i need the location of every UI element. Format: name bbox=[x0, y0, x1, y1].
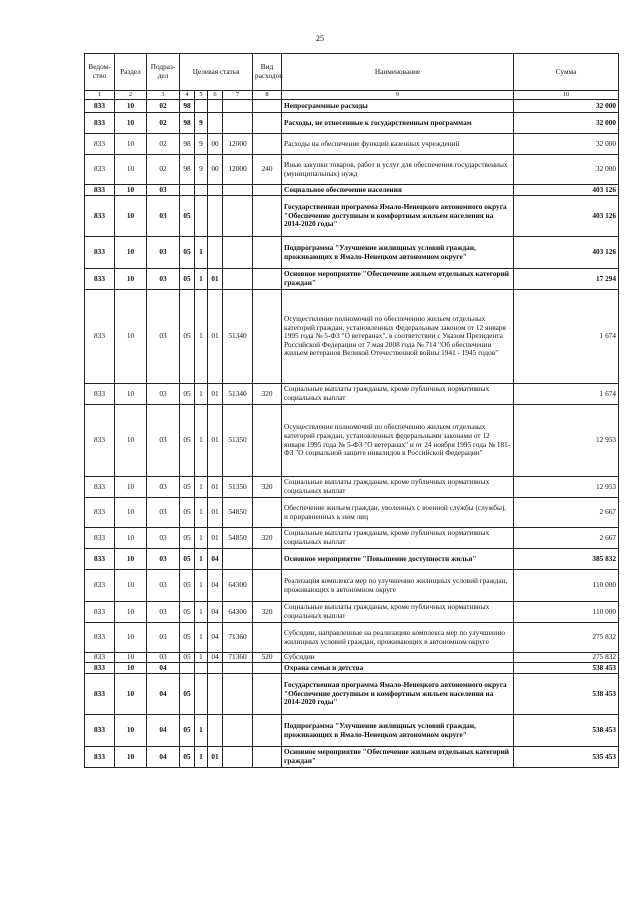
cell-razdel: 10 bbox=[115, 715, 147, 747]
table-row bbox=[85, 237, 619, 269]
cell-subprogram: 1 bbox=[195, 623, 208, 653]
cell-podrazdel: 03 bbox=[147, 528, 180, 549]
cell-program: 05 bbox=[180, 269, 195, 290]
cell-subprogram: 1 bbox=[195, 653, 208, 663]
cell-program: 05 bbox=[180, 384, 195, 405]
table-row bbox=[85, 196, 619, 237]
cell-direction bbox=[223, 663, 253, 674]
cell-name: Основное мероприятие "Обеспечение жильем отдельных категорий граждан" bbox=[282, 269, 514, 290]
cell-event: 04 bbox=[208, 570, 223, 602]
cell-direction: 64300 bbox=[223, 570, 253, 602]
cell-event: 00 bbox=[208, 134, 223, 155]
cell-vid bbox=[253, 100, 282, 113]
cell-razdel: 10 bbox=[115, 185, 147, 196]
cell-summa: 2 667 bbox=[514, 528, 619, 549]
cell-program: 05 bbox=[180, 528, 195, 549]
cell-summa: 538 453 bbox=[514, 715, 619, 747]
cell-program: 05 bbox=[180, 623, 195, 653]
cell-name: Расходы, не отнесенные к государственным программам bbox=[282, 113, 514, 134]
cell-event bbox=[208, 185, 223, 196]
cell-subprogram bbox=[195, 196, 208, 237]
cell-event: 04 bbox=[208, 602, 223, 623]
cell-name: Субсидии bbox=[282, 653, 514, 663]
cell-vedomstvo: 833 bbox=[85, 290, 115, 384]
table-row bbox=[85, 674, 619, 715]
cell-event bbox=[208, 196, 223, 237]
cell-direction: 64300 bbox=[223, 602, 253, 623]
cell-name: Реализация комплекса мер по улучшению жилищных условий граждан, проживающих в автономном округе bbox=[282, 570, 514, 602]
cell-podrazdel: 03 bbox=[147, 185, 180, 196]
column-header-row bbox=[85, 54, 619, 91]
column-number: 4 bbox=[180, 91, 195, 100]
header-razdel: Раздел bbox=[115, 54, 147, 91]
cell-vid bbox=[253, 674, 282, 715]
table-row bbox=[85, 185, 619, 196]
cell-vid bbox=[253, 715, 282, 747]
cell-vid: 320 bbox=[253, 528, 282, 549]
cell-direction bbox=[223, 674, 253, 715]
cell-podrazdel: 03 bbox=[147, 498, 180, 528]
column-number: 9 bbox=[282, 91, 514, 100]
cell-vid: 320 bbox=[253, 602, 282, 623]
header-podrazdel: Подраз- дел bbox=[147, 54, 180, 91]
cell-direction: 51350 bbox=[223, 405, 253, 477]
cell-razdel: 10 bbox=[115, 623, 147, 653]
cell-subprogram: 1 bbox=[195, 602, 208, 623]
cell-program: 05 bbox=[180, 674, 195, 715]
table-row bbox=[85, 528, 619, 549]
cell-direction bbox=[223, 715, 253, 747]
cell-vedomstvo: 833 bbox=[85, 134, 115, 155]
table-row bbox=[85, 602, 619, 623]
cell-vedomstvo: 833 bbox=[85, 602, 115, 623]
cell-direction bbox=[223, 185, 253, 196]
cell-vedomstvo: 833 bbox=[85, 384, 115, 405]
cell-vid: 520 bbox=[253, 653, 282, 663]
cell-name: Осуществление полномочий по обеспечению жильем отдельных категорий граждан, установленных федеральными законами от 12 января 1995 года № 5-ФЗ "О ветеранах" и от 24 ноября 1995 года № 181-ФЗ "О социальной защите инвалидов в Российской Федерации" bbox=[282, 405, 514, 477]
cell-summa: 1 674 bbox=[514, 384, 619, 405]
cell-program: 05 bbox=[180, 549, 195, 570]
cell-razdel: 10 bbox=[115, 570, 147, 602]
cell-razdel: 10 bbox=[115, 384, 147, 405]
cell-vedomstvo: 833 bbox=[85, 653, 115, 663]
cell-summa: 17 294 bbox=[514, 269, 619, 290]
cell-vid bbox=[253, 134, 282, 155]
cell-direction: 12000 bbox=[223, 134, 253, 155]
cell-vedomstvo: 833 bbox=[85, 185, 115, 196]
cell-podrazdel: 03 bbox=[147, 653, 180, 663]
cell-direction bbox=[223, 269, 253, 290]
cell-subprogram: 1 bbox=[195, 269, 208, 290]
column-number: 1 bbox=[85, 91, 115, 100]
cell-vid bbox=[253, 663, 282, 674]
cell-program: 05 bbox=[180, 602, 195, 623]
header-vid-rashodov: Вид расходов bbox=[253, 54, 282, 91]
cell-subprogram bbox=[195, 185, 208, 196]
cell-podrazdel: 04 bbox=[147, 663, 180, 674]
cell-vid bbox=[253, 498, 282, 528]
cell-direction: 71360 bbox=[223, 623, 253, 653]
cell-direction: 51340 bbox=[223, 384, 253, 405]
cell-summa: 538 453 bbox=[514, 663, 619, 674]
cell-summa: 32 000 bbox=[514, 113, 619, 134]
cell-razdel: 10 bbox=[115, 134, 147, 155]
cell-program: 05 bbox=[180, 653, 195, 663]
cell-name: Расходы на обеспечение функций казенных учреждений bbox=[282, 134, 514, 155]
cell-name: Государственная программа Ямало-Ненецкого автономного округа "Обеспечение доступным и комфортным жильем населения на 2014-2020 годы" bbox=[282, 196, 514, 237]
cell-name: Социальные выплаты гражданам, кроме публичных нормативных социальных выплат bbox=[282, 602, 514, 623]
table-row bbox=[85, 134, 619, 155]
cell-vid bbox=[253, 269, 282, 290]
cell-vedomstvo: 833 bbox=[85, 528, 115, 549]
cell-summa: 2 667 bbox=[514, 498, 619, 528]
cell-summa: 32 000 bbox=[514, 100, 619, 113]
cell-razdel: 10 bbox=[115, 549, 147, 570]
table-row bbox=[85, 100, 619, 113]
cell-name: Подпрограмма "Улучшение жилищных условий граждан, проживающих в Ямало-Ненецком автономном округе" bbox=[282, 715, 514, 747]
cell-razdel: 10 bbox=[115, 155, 147, 185]
cell-direction bbox=[223, 196, 253, 237]
table-row bbox=[85, 549, 619, 570]
cell-event bbox=[208, 715, 223, 747]
table-row bbox=[85, 384, 619, 405]
cell-name: Непрограммные расходы bbox=[282, 100, 514, 113]
cell-podrazdel: 04 bbox=[147, 674, 180, 715]
column-number: 10 bbox=[514, 91, 619, 100]
cell-razdel: 10 bbox=[115, 602, 147, 623]
cell-summa: 1 674 bbox=[514, 290, 619, 384]
cell-vedomstvo: 833 bbox=[85, 269, 115, 290]
cell-program: 05 bbox=[180, 290, 195, 384]
cell-program: 05 bbox=[180, 747, 195, 768]
cell-razdel: 10 bbox=[115, 663, 147, 674]
cell-podrazdel: 03 bbox=[147, 290, 180, 384]
cell-vid bbox=[253, 549, 282, 570]
cell-subprogram: 9 bbox=[195, 155, 208, 185]
table-row bbox=[85, 747, 619, 768]
cell-podrazdel: 04 bbox=[147, 715, 180, 747]
cell-vedomstvo: 833 bbox=[85, 570, 115, 602]
cell-program: 05 bbox=[180, 570, 195, 602]
header-naimenovanie: Наименование bbox=[282, 54, 514, 91]
cell-vedomstvo: 833 bbox=[85, 674, 115, 715]
cell-podrazdel: 02 bbox=[147, 100, 180, 113]
cell-subprogram: 1 bbox=[195, 477, 208, 498]
cell-event: 01 bbox=[208, 528, 223, 549]
cell-podrazdel: 03 bbox=[147, 477, 180, 498]
cell-vedomstvo: 833 bbox=[85, 663, 115, 674]
cell-vedomstvo: 833 bbox=[85, 747, 115, 768]
column-number: 7 bbox=[223, 91, 253, 100]
cell-razdel: 10 bbox=[115, 290, 147, 384]
cell-event: 01 bbox=[208, 747, 223, 768]
cell-podrazdel: 03 bbox=[147, 405, 180, 477]
cell-name: Государственная программа Ямало-Ненецкого автономного округа "Обеспечение доступным и комфортным жильем населения на 2014-2020 годы" bbox=[282, 674, 514, 715]
cell-summa: 538 453 bbox=[514, 674, 619, 715]
table-row bbox=[85, 155, 619, 185]
cell-event: 04 bbox=[208, 623, 223, 653]
cell-podrazdel: 03 bbox=[147, 269, 180, 290]
cell-summa: 275 832 bbox=[514, 623, 619, 653]
cell-event: 01 bbox=[208, 269, 223, 290]
cell-name: Осуществление полномочий по обеспечению жильем отдельных категорий граждан, установленных Федеральным законом от 12 января 1995 года № 5-ФЗ "О ветеранах", в соответствии с Указом Президента Российской Федерации от 7 мая 2008 года № 714 "Об обеспечении жильем ветеранов Великой Отечественной войны 1941 - 1945 годов" bbox=[282, 290, 514, 384]
cell-razdel: 10 bbox=[115, 196, 147, 237]
cell-event bbox=[208, 100, 223, 113]
cell-event: 00 bbox=[208, 155, 223, 185]
cell-summa: 403 126 bbox=[514, 237, 619, 269]
table-row bbox=[85, 269, 619, 290]
cell-vid bbox=[253, 570, 282, 602]
cell-podrazdel: 03 bbox=[147, 384, 180, 405]
cell-podrazdel: 03 bbox=[147, 602, 180, 623]
cell-summa: 32 000 bbox=[514, 134, 619, 155]
cell-vid bbox=[253, 405, 282, 477]
cell-summa: 535 453 bbox=[514, 747, 619, 768]
cell-subprogram: 9 bbox=[195, 113, 208, 134]
cell-program: 05 bbox=[180, 477, 195, 498]
cell-name: Субсидии, направленные на реализацию комплекса мер по улучшению жилищных условий граждан, проживающих в автономном округе bbox=[282, 623, 514, 653]
header-celevaya-statya: Целевая статья bbox=[180, 54, 253, 91]
cell-event: 01 bbox=[208, 405, 223, 477]
cell-summa: 275 832 bbox=[514, 653, 619, 663]
cell-subprogram: 1 bbox=[195, 237, 208, 269]
table-body bbox=[85, 100, 619, 768]
cell-subprogram: 1 bbox=[195, 405, 208, 477]
cell-summa: 12 953 bbox=[514, 477, 619, 498]
cell-subprogram: 1 bbox=[195, 549, 208, 570]
cell-event bbox=[208, 674, 223, 715]
table-row bbox=[85, 623, 619, 653]
cell-vid: 320 bbox=[253, 477, 282, 498]
table-row bbox=[85, 405, 619, 477]
cell-name: Подпрограмма "Улучшение жилищных условий граждан, проживающих в Ямало-Ненецком автономном округе" bbox=[282, 237, 514, 269]
cell-podrazdel: 02 bbox=[147, 155, 180, 185]
cell-name: Иные закупки товаров, работ и услуг для обеспечения государственных (муниципальных) нужд bbox=[282, 155, 514, 185]
cell-vid bbox=[253, 113, 282, 134]
cell-name: Социальные выплаты гражданам, кроме публичных нормативных социальных выплат bbox=[282, 384, 514, 405]
cell-vedomstvo: 833 bbox=[85, 155, 115, 185]
cell-event bbox=[208, 237, 223, 269]
cell-podrazdel: 02 bbox=[147, 134, 180, 155]
cell-direction: 54850 bbox=[223, 498, 253, 528]
table-row bbox=[85, 498, 619, 528]
page-number: 25 bbox=[316, 34, 324, 43]
cell-podrazdel: 03 bbox=[147, 549, 180, 570]
cell-vid bbox=[253, 185, 282, 196]
cell-direction bbox=[223, 113, 253, 134]
budget-table bbox=[84, 53, 619, 768]
cell-razdel: 10 bbox=[115, 653, 147, 663]
cell-direction bbox=[223, 100, 253, 113]
cell-event: 04 bbox=[208, 549, 223, 570]
cell-event: 04 bbox=[208, 653, 223, 663]
cell-vid bbox=[253, 747, 282, 768]
table-row bbox=[85, 715, 619, 747]
cell-subprogram: 1 bbox=[195, 570, 208, 602]
cell-program: 98 bbox=[180, 134, 195, 155]
cell-vedomstvo: 833 bbox=[85, 623, 115, 653]
cell-vedomstvo: 833 bbox=[85, 113, 115, 134]
cell-vid bbox=[253, 623, 282, 653]
cell-subprogram: 1 bbox=[195, 715, 208, 747]
cell-podrazdel: 03 bbox=[147, 623, 180, 653]
cell-vedomstvo: 833 bbox=[85, 715, 115, 747]
cell-subprogram: 1 bbox=[195, 528, 208, 549]
cell-razdel: 10 bbox=[115, 237, 147, 269]
cell-program bbox=[180, 185, 195, 196]
cell-name: Социальное обеспечение населения bbox=[282, 185, 514, 196]
cell-program: 98 bbox=[180, 100, 195, 113]
cell-vid bbox=[253, 290, 282, 384]
cell-event bbox=[208, 113, 223, 134]
cell-vedomstvo: 833 bbox=[85, 196, 115, 237]
cell-direction: 51340 bbox=[223, 290, 253, 384]
cell-subprogram: 1 bbox=[195, 384, 208, 405]
table-row bbox=[85, 653, 619, 663]
cell-razdel: 10 bbox=[115, 747, 147, 768]
cell-subprogram bbox=[195, 100, 208, 113]
cell-name: Основное мероприятие "Повышение доступности жилья" bbox=[282, 549, 514, 570]
column-number: 8 bbox=[253, 91, 282, 100]
column-number: 5 bbox=[195, 91, 208, 100]
cell-name: Охрана семьи и детства bbox=[282, 663, 514, 674]
cell-name: Социальные выплаты гражданам, кроме публичных нормативных социальных выплат bbox=[282, 477, 514, 498]
cell-program: 05 bbox=[180, 498, 195, 528]
cell-summa: 403 126 bbox=[514, 196, 619, 237]
cell-event: 01 bbox=[208, 477, 223, 498]
cell-vedomstvo: 833 bbox=[85, 237, 115, 269]
cell-program: 05 bbox=[180, 196, 195, 237]
cell-program: 05 bbox=[180, 405, 195, 477]
cell-summa: 403 126 bbox=[514, 185, 619, 196]
cell-program: 05 bbox=[180, 237, 195, 269]
cell-razdel: 10 bbox=[115, 498, 147, 528]
cell-vedomstvo: 833 bbox=[85, 100, 115, 113]
cell-subprogram: 1 bbox=[195, 498, 208, 528]
cell-razdel: 10 bbox=[115, 405, 147, 477]
cell-summa: 32 000 bbox=[514, 155, 619, 185]
cell-razdel: 10 bbox=[115, 100, 147, 113]
cell-direction: 51350 bbox=[223, 477, 253, 498]
cell-razdel: 10 bbox=[115, 528, 147, 549]
cell-vedomstvo: 833 bbox=[85, 498, 115, 528]
column-number-row bbox=[85, 91, 619, 100]
cell-vedomstvo: 833 bbox=[85, 549, 115, 570]
header-vedomstvo: Ведом- ство bbox=[85, 54, 115, 91]
table-row bbox=[85, 663, 619, 674]
cell-program bbox=[180, 663, 195, 674]
cell-podrazdel: 04 bbox=[147, 747, 180, 768]
cell-event bbox=[208, 663, 223, 674]
cell-event: 01 bbox=[208, 290, 223, 384]
cell-razdel: 10 bbox=[115, 269, 147, 290]
cell-event: 01 bbox=[208, 384, 223, 405]
cell-podrazdel: 03 bbox=[147, 196, 180, 237]
cell-program: 98 bbox=[180, 155, 195, 185]
table-row bbox=[85, 477, 619, 498]
cell-razdel: 10 bbox=[115, 113, 147, 134]
cell-summa: 110 000 bbox=[514, 570, 619, 602]
cell-vedomstvo: 833 bbox=[85, 477, 115, 498]
cell-subprogram bbox=[195, 674, 208, 715]
cell-direction: 12000 bbox=[223, 155, 253, 185]
cell-razdel: 10 bbox=[115, 477, 147, 498]
cell-summa: 110 000 bbox=[514, 602, 619, 623]
cell-subprogram: 1 bbox=[195, 747, 208, 768]
cell-direction bbox=[223, 747, 253, 768]
cell-razdel: 10 bbox=[115, 674, 147, 715]
cell-name: Обеспечение жильем граждан, уволенных с военной службы (службы), и приравненных к ним лиц bbox=[282, 498, 514, 528]
cell-program: 05 bbox=[180, 715, 195, 747]
cell-vid bbox=[253, 237, 282, 269]
column-number: 3 bbox=[147, 91, 180, 100]
column-number: 2 bbox=[115, 91, 147, 100]
cell-vedomstvo: 833 bbox=[85, 405, 115, 477]
cell-name: Основное мероприятие "Обеспечение жильем отдельных категорий граждан" bbox=[282, 747, 514, 768]
cell-program: 98 bbox=[180, 113, 195, 134]
cell-summa: 12 953 bbox=[514, 405, 619, 477]
cell-direction bbox=[223, 237, 253, 269]
cell-direction: 71360 bbox=[223, 653, 253, 663]
cell-event: 01 bbox=[208, 498, 223, 528]
cell-direction bbox=[223, 549, 253, 570]
table-row bbox=[85, 113, 619, 134]
header-summa: Сумма bbox=[514, 54, 619, 91]
cell-subprogram bbox=[195, 663, 208, 674]
cell-subprogram: 1 bbox=[195, 290, 208, 384]
cell-name: Социальные выплаты гражданам, кроме публичных нормативных социальных выплат bbox=[282, 528, 514, 549]
cell-summa: 385 832 bbox=[514, 549, 619, 570]
table-row bbox=[85, 570, 619, 602]
cell-podrazdel: 03 bbox=[147, 570, 180, 602]
column-number: 6 bbox=[208, 91, 223, 100]
cell-vid: 240 bbox=[253, 155, 282, 185]
cell-vid: 320 bbox=[253, 384, 282, 405]
cell-podrazdel: 03 bbox=[147, 237, 180, 269]
table-row bbox=[85, 290, 619, 384]
cell-subprogram: 9 bbox=[195, 134, 208, 155]
cell-vid bbox=[253, 196, 282, 237]
cell-direction: 54850 bbox=[223, 528, 253, 549]
cell-podrazdel: 02 bbox=[147, 113, 180, 134]
